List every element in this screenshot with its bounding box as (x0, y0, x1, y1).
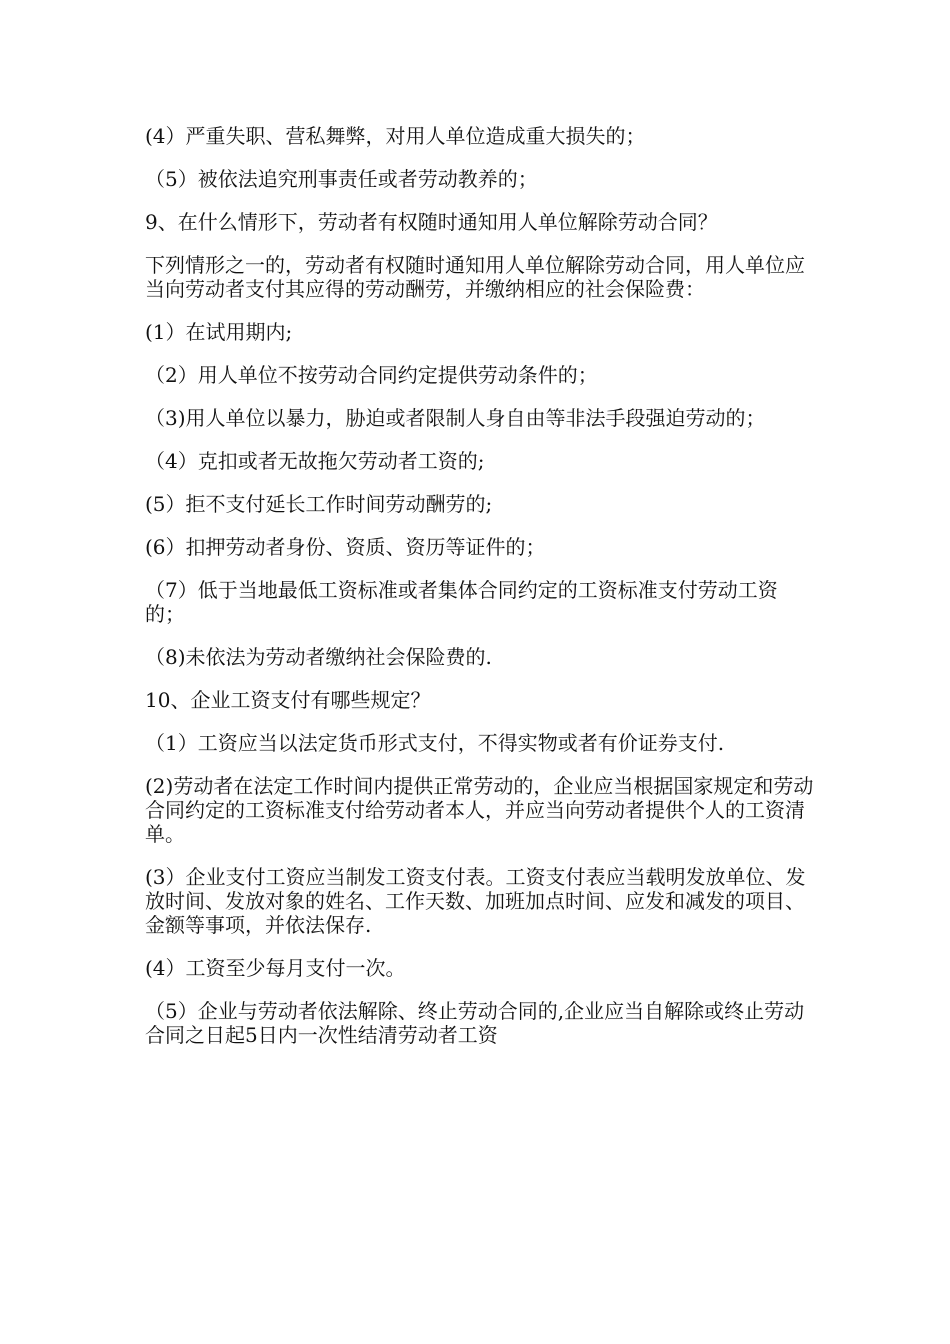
q10-item-3: (3）企业支付工资应当制发工资支付表。工资支付表应当载明发放单位、发放时间、发放对象的姓名、工作天数、加班加点时间、应发和减发的项目、金额等事项，并依法保存. (145, 865, 806, 937)
q9-item-1: (1）在试用期内; (145, 320, 293, 344)
q9-item-8: （8)未依法为劳动者缴纳社会保险费的. (145, 645, 492, 669)
q10-item-4: (4）工资至少每月支付一次。 (145, 956, 406, 980)
paragraph-item-5: （5）被依法追究刑事责任或者劳动教养的； (145, 167, 538, 191)
document-body (145, 124, 815, 1066)
q9-item-6: (6）扣押劳动者身份、资质、资历等证件的； (145, 535, 546, 559)
question-9-heading: 9、在什么情形下，劳动者有权随时通知用人单位解除劳动合同？ (145, 210, 718, 234)
q9-item-7: （7）低于当地最低工资标准或者集体合同约定的工资标准支付劳动工资的； (145, 578, 778, 626)
paragraph-item-4: (4）严重失职、营私舞弊，对用人单位造成重大损失的； (145, 124, 646, 148)
q10-item-1: （1）工资应当以法定货币形式支付，不得实物或者有价证券支付. (145, 731, 725, 755)
question-9-intro: 下列情形之一的，劳动者有权随时通知用人单位解除劳动合同，用人单位应当向劳动者支付其应得的劳动酬劳，并缴纳相应的社会保险费： (145, 253, 805, 301)
question-10-heading: 10、企业工资支付有哪些规定？ (145, 688, 431, 712)
q10-item-2: (2)劳动者在法定工作时间内提供正常劳动的，企业应当根据国家规定和劳动合同约定的工资标准支付给劳动者本人，并应当向劳动者提供个人的工资清单。 (145, 774, 814, 846)
q9-item-2: （2）用人单位不按劳动合同约定提供劳动条件的； (145, 363, 598, 387)
q9-item-5: (5）拒不支付延长工作时间劳动酬劳的; (145, 492, 493, 516)
q9-item-4: （4）克扣或者无故拖欠劳动者工资的; (145, 449, 485, 473)
q10-item-5: （5）企业与劳动者依法解除、终止劳动合同的,企业应当自解除或终止劳动合同之日起5日内一次性结清劳动者工资 (145, 999, 805, 1047)
q9-item-3: （3)用人单位以暴力，胁迫或者限制人身自由等非法手段强迫劳动的； (145, 406, 766, 430)
